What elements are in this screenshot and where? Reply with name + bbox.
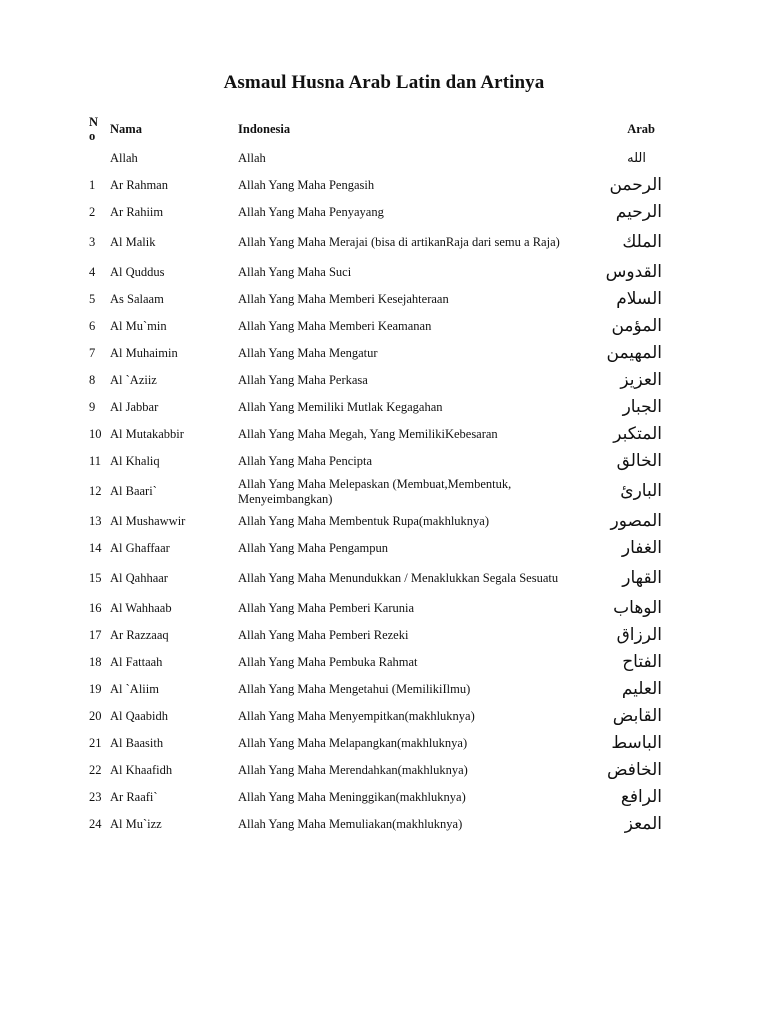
row-arab: المعز: [624, 814, 662, 834]
row-no: 1: [89, 178, 96, 192]
row-no: 21: [89, 736, 102, 750]
row-nama: Al Khaafidh: [110, 763, 173, 777]
table-row: [89, 367, 679, 394]
row-nama: Ar Razzaaq: [110, 628, 169, 642]
row-arab: الرافع: [620, 787, 662, 807]
header-arab: Arab: [627, 121, 655, 136]
row-arab: الجبار: [622, 397, 662, 417]
row-nama: Al Qahhaar: [110, 571, 168, 585]
table-row: [89, 757, 679, 784]
row-arab: الرزاق: [616, 625, 662, 645]
header-nama: Nama: [110, 121, 142, 136]
row-nama: Al Jabbar: [110, 400, 159, 414]
table-row: [89, 199, 679, 226]
table-header-row: [89, 113, 679, 145]
row-no: 17: [89, 628, 102, 642]
row-indonesia: Allah Yang Maha Menundukkan / Menaklukkan Segala Sesuatu: [238, 571, 559, 585]
row-nama: Al Mu`izz: [110, 817, 162, 831]
row-indonesia: Allah Yang Maha Merajai (bisa di artikanRaja dari semu a Raja): [238, 235, 560, 249]
row-no: 12: [89, 484, 102, 498]
row-indonesia: Allah Yang Maha Memberi Keamanan: [238, 319, 432, 333]
row-no: 9: [89, 400, 96, 414]
row-arab: الله: [627, 151, 646, 166]
row-arab: الغفار: [621, 538, 662, 558]
row-indonesia: Allah Yang Maha Membentuk Rupa(makhluknya): [238, 514, 490, 528]
row-no: 6: [89, 319, 96, 333]
row-no: 24: [89, 817, 102, 831]
row-arab: البارئ: [620, 481, 662, 501]
table-row: [89, 595, 679, 622]
row-indonesia: Allah Yang Maha Pemberi Karunia: [238, 601, 415, 615]
row-nama: Al `Aliim: [110, 682, 159, 696]
header-no-line2: o: [89, 129, 96, 143]
row-nama: Ar Raafi`: [110, 790, 158, 804]
table-row: [89, 508, 679, 535]
row-no: 16: [89, 601, 102, 615]
row-no: 2: [89, 205, 96, 219]
row-nama: Ar Rahman: [110, 178, 168, 192]
table-row: [89, 259, 679, 286]
row-arab: المصور: [610, 511, 662, 531]
row-arab: العليم: [621, 679, 662, 699]
table-row: [89, 535, 679, 562]
row-arab: الباسط: [611, 733, 662, 753]
table-row: [89, 340, 679, 367]
row-indonesia: Allah Yang Maha Memberi Kesejahteraan: [238, 292, 449, 306]
row-indonesia: Allah Yang Memiliki Mutlak Kegagahan: [238, 400, 443, 414]
row-indonesia: Allah Yang Maha Memuliakan(makhluknya): [238, 817, 463, 831]
row-indonesia: Allah Yang Maha Megah, Yang MemilikiKebesaran: [238, 427, 498, 441]
row-arab: العزيز: [620, 370, 662, 390]
row-arab: المهيمن: [606, 343, 662, 363]
row-indonesia: Allah Yang Maha Pembuka Rahmat: [238, 655, 418, 669]
asmaul-husna-table: [89, 113, 679, 838]
table-row: [89, 562, 679, 595]
table-row: [89, 784, 679, 811]
row-nama: Ar Rahiim: [110, 205, 164, 219]
row-arab: الرحمن: [609, 175, 662, 195]
row-arab: الملك: [622, 232, 662, 252]
row-indonesia: Allah Yang Maha Melapangkan(makhluknya): [238, 736, 468, 750]
row-no: 3: [89, 235, 96, 249]
row-indonesia: Allah Yang Maha Suci: [238, 265, 352, 279]
row-arab: القدوس: [605, 262, 662, 282]
row-no: 14: [89, 541, 102, 555]
row-arab: الوهاب: [613, 598, 662, 618]
table-row: [89, 649, 679, 676]
row-indonesia: Allah: [238, 151, 266, 165]
document-title: Asmaul Husna Arab Latin dan Artinya: [223, 72, 545, 93]
row-nama: Al Khaliq: [110, 454, 160, 468]
row-arab: القهار: [622, 568, 662, 588]
table-row: [89, 448, 679, 475]
row-indonesia: Allah Yang Maha Meninggikan(makhluknya): [238, 790, 466, 804]
row-nama: Al Quddus: [110, 265, 165, 279]
row-indonesia: Allah Yang Maha Mengetahui (MemilikiIlmu): [238, 682, 471, 696]
table-row: [89, 421, 679, 448]
row-nama: Al Mu`min: [110, 319, 167, 333]
row-no: 4: [89, 265, 96, 279]
row-arab: الفتاح: [622, 652, 662, 672]
row-arab: الرحيم: [615, 202, 662, 222]
table-row: [89, 394, 679, 421]
table-row: [89, 145, 679, 172]
table-row: [89, 286, 679, 313]
header-indonesia: Indonesia: [238, 121, 291, 136]
row-no: 18: [89, 655, 102, 669]
table-row: [89, 475, 679, 508]
table-row: [89, 730, 679, 757]
row-arab: المؤمن: [611, 316, 662, 336]
row-indonesia: Allah Yang Maha Pengasih: [238, 178, 375, 192]
table-row: [89, 622, 679, 649]
row-no: 19: [89, 682, 102, 696]
row-no: 15: [89, 571, 102, 585]
row-no: 22: [89, 763, 102, 777]
row-arab: السلام: [616, 289, 662, 309]
row-indonesia: Allah Yang Maha Pengampun: [238, 541, 388, 555]
row-nama: Al Malik: [110, 235, 156, 249]
row-indonesia: Allah Yang Maha Perkasa: [238, 373, 368, 387]
table-row: [89, 313, 679, 340]
row-indonesia: Allah Yang Maha Pemberi Rezeki: [238, 628, 409, 642]
header-no-line1: N: [89, 115, 99, 129]
row-no: 5: [89, 292, 96, 306]
table-row: [89, 226, 679, 259]
row-indonesia: Allah Yang Maha Mengatur: [238, 346, 378, 360]
row-nama: Al Baasith: [110, 736, 164, 750]
row-nama: As Salaam: [110, 292, 164, 306]
header-no: [89, 115, 110, 143]
row-arab: الخالق: [616, 451, 662, 471]
row-indonesia: Allah Yang Maha Merendahkan(makhluknya): [238, 763, 468, 777]
row-nama: Allah: [110, 151, 138, 165]
row-no: 13: [89, 514, 102, 528]
row-indonesia: Allah Yang Maha Pencipta: [238, 454, 373, 468]
row-arab: المتكبر: [613, 424, 662, 444]
row-no: 11: [89, 454, 102, 468]
row-nama: Al Qaabidh: [110, 709, 168, 723]
table-row: [89, 172, 679, 199]
row-no: 7: [89, 346, 96, 360]
row-no: 20: [89, 709, 102, 723]
row-arab: القابض: [612, 706, 662, 726]
row-indonesia: Allah Yang Maha Penyayang: [238, 205, 384, 219]
row-nama: Al Wahhaab: [110, 601, 172, 615]
row-nama: Al Muhaimin: [110, 346, 178, 360]
row-nama: Al `Aziiz: [110, 373, 157, 387]
row-arab: الخافض: [606, 760, 662, 780]
row-no: 23: [89, 790, 102, 804]
row-nama: Al Mutakabbir: [110, 427, 184, 441]
row-nama: Al Baari`: [110, 484, 157, 498]
row-indonesia: Allah Yang Maha Melepaskan (Membuat,Membentuk, Menyeimbangkan): [238, 476, 512, 506]
row-no: 8: [89, 373, 96, 387]
table-row: [89, 676, 679, 703]
row-indonesia: Allah Yang Maha Menyempitkan(makhluknya): [238, 709, 475, 723]
row-nama: Al Mushawwir: [110, 514, 186, 528]
table-row: [89, 703, 679, 730]
row-nama: Al Fattaah: [110, 655, 163, 669]
table-row: [89, 811, 679, 838]
row-no: 10: [89, 427, 102, 441]
row-nama: Al Ghaffaar: [110, 541, 170, 555]
